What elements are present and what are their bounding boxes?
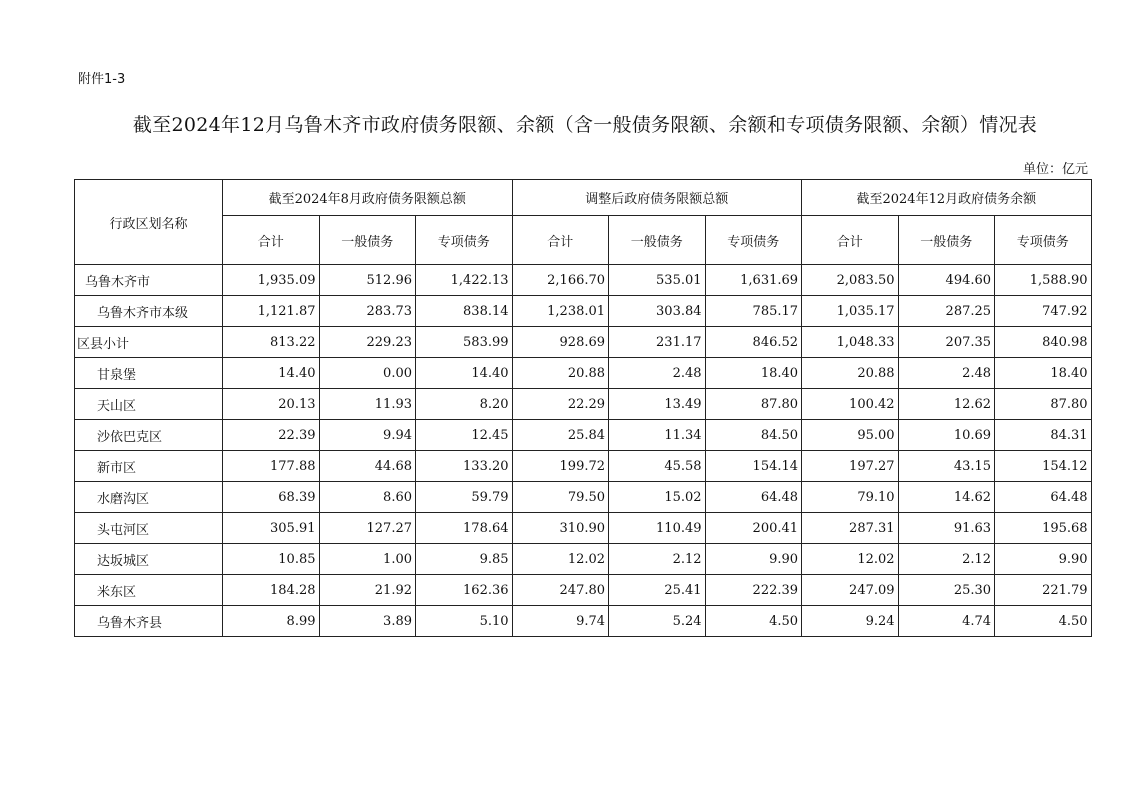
value-cell: 283.73: [319, 296, 416, 327]
value-cell: 1,935.09: [223, 265, 320, 296]
value-cell: 15.02: [609, 482, 706, 513]
group-header-limit-aug: 截至2024年8月政府债务限额总额: [223, 180, 513, 216]
attachment-label: 附件1-3: [78, 72, 126, 87]
table-row: [75, 575, 1092, 606]
value-cell: 247.80: [512, 575, 609, 606]
value-cell: 1,121.87: [223, 296, 320, 327]
value-cell: 13.49: [609, 389, 706, 420]
value-cell: 583.99: [416, 327, 513, 358]
value-cell: 197.27: [802, 451, 899, 482]
region-header: 行政区划名称: [75, 180, 223, 265]
region-name-cell: 乌鲁木齐市本级: [75, 296, 223, 327]
value-cell: 12.02: [512, 544, 609, 575]
value-cell: 25.41: [609, 575, 706, 606]
value-cell: 12.45: [416, 420, 513, 451]
group-header-balance-dec: 截至2024年12月政府债务余额: [802, 180, 1092, 216]
value-cell: 14.40: [416, 358, 513, 389]
table-row: [75, 513, 1092, 544]
table-row: [75, 296, 1092, 327]
value-cell: 9.90: [995, 544, 1092, 575]
value-cell: 1.00: [319, 544, 416, 575]
value-cell: 838.14: [416, 296, 513, 327]
value-cell: 154.12: [995, 451, 1092, 482]
value-cell: 8.20: [416, 389, 513, 420]
value-cell: 11.34: [609, 420, 706, 451]
subheader: 一般债务: [319, 216, 416, 265]
value-cell: 68.39: [223, 482, 320, 513]
table-row: [75, 606, 1092, 637]
subheader: 专项债务: [416, 216, 513, 265]
value-cell: 1,048.33: [802, 327, 899, 358]
subheader: 合计: [223, 216, 320, 265]
value-cell: 22.29: [512, 389, 609, 420]
value-cell: 5.10: [416, 606, 513, 637]
value-cell: 1,035.17: [802, 296, 899, 327]
value-cell: 25.30: [898, 575, 995, 606]
table-row: [75, 358, 1092, 389]
value-cell: 18.40: [995, 358, 1092, 389]
value-cell: 10.85: [223, 544, 320, 575]
value-cell: 200.41: [705, 513, 802, 544]
subheader: 合计: [512, 216, 609, 265]
value-cell: 162.36: [416, 575, 513, 606]
debt-table: [74, 179, 1092, 637]
value-cell: 9.94: [319, 420, 416, 451]
value-cell: 747.92: [995, 296, 1092, 327]
value-cell: 221.79: [995, 575, 1092, 606]
value-cell: 2,166.70: [512, 265, 609, 296]
value-cell: 4.74: [898, 606, 995, 637]
value-cell: 535.01: [609, 265, 706, 296]
value-cell: 222.39: [705, 575, 802, 606]
region-name-cell: 米东区: [75, 575, 223, 606]
value-cell: 0.00: [319, 358, 416, 389]
value-cell: 4.50: [995, 606, 1092, 637]
table-row: [75, 544, 1092, 575]
value-cell: 8.99: [223, 606, 320, 637]
value-cell: 87.80: [705, 389, 802, 420]
region-name-cell: 乌鲁木齐市: [75, 265, 223, 296]
value-cell: 4.50: [705, 606, 802, 637]
value-cell: 127.27: [319, 513, 416, 544]
value-cell: 303.84: [609, 296, 706, 327]
table-row: [75, 482, 1092, 513]
value-cell: 91.63: [898, 513, 995, 544]
value-cell: 928.69: [512, 327, 609, 358]
table-row: [75, 420, 1092, 451]
subheader: 专项债务: [995, 216, 1092, 265]
value-cell: 512.96: [319, 265, 416, 296]
value-cell: 305.91: [223, 513, 320, 544]
value-cell: 1,238.01: [512, 296, 609, 327]
subheader: 一般债务: [898, 216, 995, 265]
value-cell: 22.39: [223, 420, 320, 451]
subheader: 合计: [802, 216, 899, 265]
region-name-cell: 沙依巴克区: [75, 420, 223, 451]
value-cell: 1,588.90: [995, 265, 1092, 296]
value-cell: 79.50: [512, 482, 609, 513]
value-cell: 44.68: [319, 451, 416, 482]
region-name-cell: 天山区: [75, 389, 223, 420]
value-cell: 310.90: [512, 513, 609, 544]
value-cell: 45.58: [609, 451, 706, 482]
value-cell: 64.48: [995, 482, 1092, 513]
value-cell: 59.79: [416, 482, 513, 513]
table-row: [75, 265, 1092, 296]
region-name-cell: 区县小计: [75, 327, 223, 358]
value-cell: 2,083.50: [802, 265, 899, 296]
value-cell: 2.12: [609, 544, 706, 575]
value-cell: 247.09: [802, 575, 899, 606]
value-cell: 813.22: [223, 327, 320, 358]
value-cell: 8.60: [319, 482, 416, 513]
value-cell: 199.72: [512, 451, 609, 482]
value-cell: 87.80: [995, 389, 1092, 420]
value-cell: 9.85: [416, 544, 513, 575]
value-cell: 494.60: [898, 265, 995, 296]
value-cell: 100.42: [802, 389, 899, 420]
subheader: 专项债务: [705, 216, 802, 265]
value-cell: 64.48: [705, 482, 802, 513]
table-row: [75, 327, 1092, 358]
value-cell: 177.88: [223, 451, 320, 482]
table-row: [75, 389, 1092, 420]
value-cell: 229.23: [319, 327, 416, 358]
value-cell: 2.48: [609, 358, 706, 389]
value-cell: 12.62: [898, 389, 995, 420]
value-cell: 110.49: [609, 513, 706, 544]
region-name-cell: 达坂城区: [75, 544, 223, 575]
value-cell: 20.88: [512, 358, 609, 389]
value-cell: 133.20: [416, 451, 513, 482]
value-cell: 846.52: [705, 327, 802, 358]
value-cell: 287.25: [898, 296, 995, 327]
region-name-cell: 甘泉堡: [75, 358, 223, 389]
value-cell: 9.90: [705, 544, 802, 575]
region-name-cell: 新市区: [75, 451, 223, 482]
value-cell: 14.62: [898, 482, 995, 513]
value-cell: 154.14: [705, 451, 802, 482]
value-cell: 21.92: [319, 575, 416, 606]
value-cell: 18.40: [705, 358, 802, 389]
value-cell: 5.24: [609, 606, 706, 637]
value-cell: 84.50: [705, 420, 802, 451]
subheader: 一般债务: [609, 216, 706, 265]
value-cell: 207.35: [898, 327, 995, 358]
value-cell: 184.28: [223, 575, 320, 606]
value-cell: 20.13: [223, 389, 320, 420]
value-cell: 84.31: [995, 420, 1092, 451]
value-cell: 2.48: [898, 358, 995, 389]
group-header-limit-adjusted: 调整后政府债务限额总额: [512, 180, 802, 216]
value-cell: 9.74: [512, 606, 609, 637]
value-cell: 2.12: [898, 544, 995, 575]
value-cell: 20.88: [802, 358, 899, 389]
table-row: [75, 451, 1092, 482]
value-cell: 11.93: [319, 389, 416, 420]
value-cell: 785.17: [705, 296, 802, 327]
region-name-cell: 水磨沟区: [75, 482, 223, 513]
value-cell: 195.68: [995, 513, 1092, 544]
value-cell: 12.02: [802, 544, 899, 575]
value-cell: 9.24: [802, 606, 899, 637]
value-cell: 231.17: [609, 327, 706, 358]
value-cell: 840.98: [995, 327, 1092, 358]
value-cell: 3.89: [319, 606, 416, 637]
document-title: 截至2024年12月乌鲁木齐市政府债务限额、余额（含一般债务限额、余额和专项债务限额、余额）情况表: [132, 114, 1038, 136]
value-cell: 43.15: [898, 451, 995, 482]
value-cell: 1,422.13: [416, 265, 513, 296]
value-cell: 287.31: [802, 513, 899, 544]
value-cell: 14.40: [223, 358, 320, 389]
value-cell: 95.00: [802, 420, 899, 451]
region-name-cell: 头屯河区: [75, 513, 223, 544]
value-cell: 178.64: [416, 513, 513, 544]
region-name-cell: 乌鲁木齐县: [75, 606, 223, 637]
value-cell: 1,631.69: [705, 265, 802, 296]
value-cell: 79.10: [802, 482, 899, 513]
value-cell: 10.69: [898, 420, 995, 451]
unit-label: 单位：亿元: [1022, 162, 1088, 177]
value-cell: 25.84: [512, 420, 609, 451]
